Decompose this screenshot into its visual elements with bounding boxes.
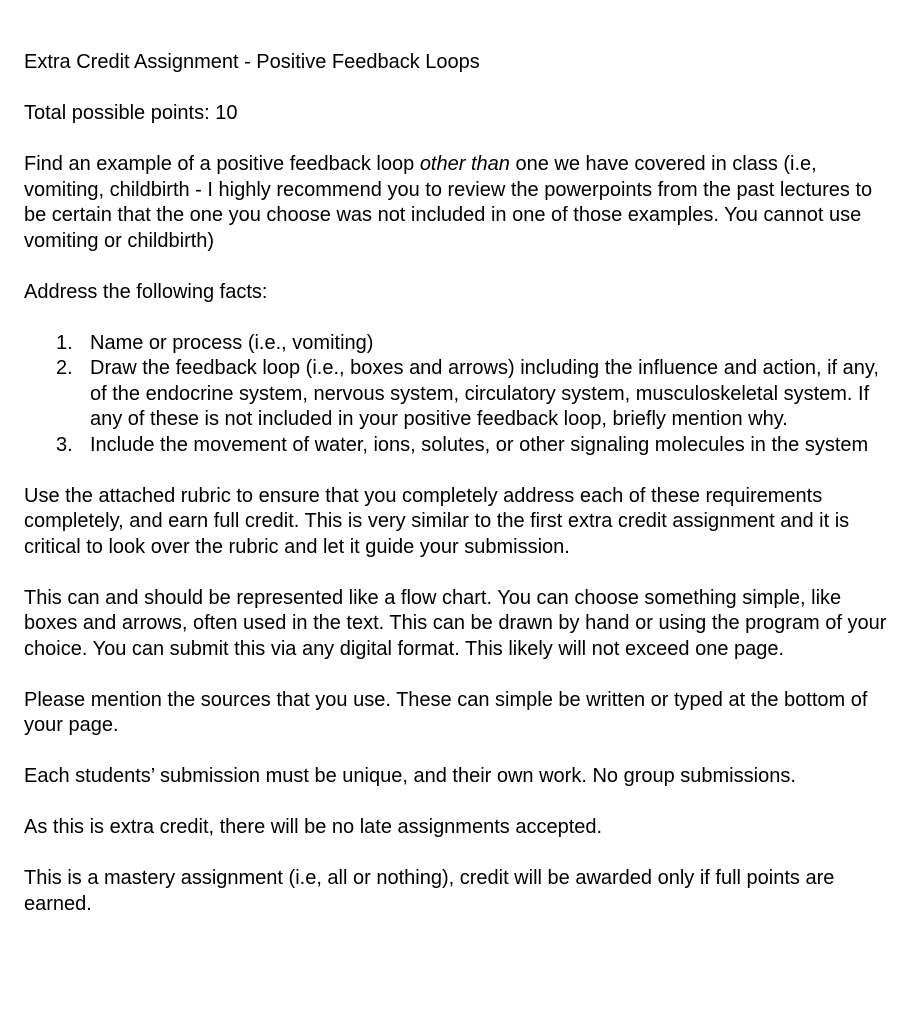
list-item-text: Include the movement of water, ions, solutes, or other signaling molecules in the system bbox=[90, 433, 869, 456]
intro-text-end: one we have covered in class (i.e, vomiting, childbirth - I highly recommend you to review the powerpoints from the past lectures to be certain that the one you choose was not included in one of those examples. You cannot use vomiting or childbirth) bbox=[24, 153, 873, 252]
list-item-number: 1. bbox=[56, 331, 73, 354]
mastery-paragraph: This is a mastery assignment (i.e, all or nothing), credit will be awarded only if full points are earned. bbox=[24, 867, 835, 915]
late-paragraph: As this is extra credit, there will be no late assignments accepted. bbox=[24, 816, 603, 838]
list-item-text: Draw the feedback loop (i.e., boxes and arrows) including the influence and action, if any, of the endocrine system, nervous system, circulatory system, musculoskeletal system. If any of these is not included in your positive feedback loop, briefly mention why. bbox=[90, 357, 879, 430]
list-item-number: 2. bbox=[56, 357, 73, 379]
document-page bbox=[24, 50, 894, 917]
flowchart-paragraph: This can and should be represented like a flow chart. You can choose something simple, like boxes and arrows, often used in the text. This can be drawn by hand or using the program of your choice. You can submit this via any digital format. This likely will not exceed one page. bbox=[24, 586, 887, 660]
intro-paragraph bbox=[24, 152, 894, 254]
list-item-text: Name or process (i.e., vomiting) bbox=[90, 331, 374, 354]
address-heading: Address the following facts: bbox=[24, 280, 268, 303]
intro-text-start: Find an example of a positive feedback loop bbox=[24, 153, 420, 175]
unique-paragraph: Each students’ submission must be unique, and their own work. No group submissions. bbox=[24, 765, 796, 787]
rubric-paragraph: Use the attached rubric to ensure that you completely address each of these requirements completely, and earn full credit. This is very similar to the first extra credit assignment and it is critical to look over the rubric and let it guide your submission. bbox=[24, 484, 850, 558]
list-item-number: 3. bbox=[56, 433, 73, 456]
intro-emphasis: other than bbox=[419, 153, 510, 175]
requirements-list bbox=[24, 331, 894, 459]
list-item bbox=[24, 433, 894, 459]
assignment-title: Extra Credit Assignment - Positive Feedback Loops bbox=[24, 51, 480, 73]
list-item bbox=[24, 331, 894, 357]
total-points: Total possible points: 10 bbox=[24, 102, 238, 124]
list-item bbox=[24, 356, 894, 433]
sources-paragraph: Please mention the sources that you use. These can simple be written or typed at the bottom of your page. bbox=[24, 688, 868, 736]
